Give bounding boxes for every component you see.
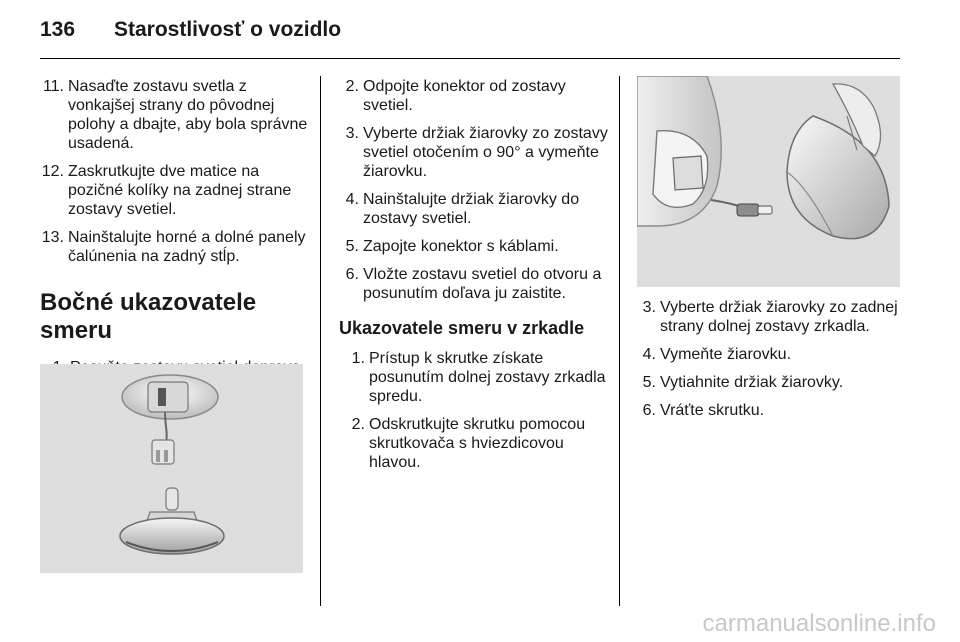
list-item <box>339 124 611 181</box>
mirror-indicator-figure <box>637 76 900 287</box>
item-text: Vymeňte žiarovku. <box>660 346 792 363</box>
item-number: 5. <box>345 238 359 255</box>
item-number: 3. <box>642 299 656 316</box>
column-3 <box>636 298 904 429</box>
list-item <box>636 401 904 420</box>
item-number: 2. <box>345 78 359 95</box>
item-text: Vložte zostavu svetiel do otvoru a posunutím doľava ju zaistite. <box>363 266 602 302</box>
item-text: Nainštalujte držiak žiarovky do zostavy svetiel. <box>363 191 580 227</box>
column-divider-left <box>320 76 321 606</box>
section-heading: Bočné ukazovatele smeru <box>40 289 257 344</box>
item-number: 13. <box>41 229 64 246</box>
item-text: Odskrutkujte skrutku pomocou skrutkovača s hviezdicovou hlavou. <box>369 416 586 471</box>
list-item <box>339 265 611 303</box>
list-item <box>339 190 611 228</box>
item-number: 5. <box>642 374 656 391</box>
item-number: 6. <box>345 266 359 283</box>
item-text: Nainštalujte horné a dolné panely čalúnenia na zadný stĺp. <box>68 229 306 265</box>
item-number: 1. <box>351 350 365 367</box>
side-indicator-figure <box>40 364 303 573</box>
item-number: 4. <box>345 191 359 208</box>
mirror-indicator-illustration <box>637 76 900 287</box>
item-number: 11. <box>42 78 64 95</box>
item-number: 3. <box>345 125 359 142</box>
column-2 <box>339 77 611 481</box>
list-item <box>339 237 611 256</box>
item-text: Nasaďte zostavu svetla z vonkajšej strany do pôvodnej polohy a dbajte, aby bola správne usadená. <box>68 78 308 152</box>
list-item <box>636 298 904 336</box>
item-text: Odpojte konektor od zostavy svetiel. <box>363 78 566 114</box>
item-text: Zapojte konektor s káblami. <box>363 238 559 255</box>
page-number: 136 <box>40 18 76 41</box>
list-item <box>40 228 312 266</box>
item-text: Vráťte skrutku. <box>660 402 765 419</box>
list-item <box>40 162 312 219</box>
subsection-heading: Ukazovatele smeru v zrkadle <box>339 318 585 338</box>
list-item <box>345 415 611 472</box>
item-text: Prístup k skrutke získate posunutím dolnej zostavy zrkadla spredu. <box>369 350 606 405</box>
item-text: Vyberte držiak žiarovky zo zostavy svetiel otočením o 90° a vymeňte žiarovku. <box>363 125 608 180</box>
list-item <box>40 77 312 153</box>
item-number: 6. <box>642 402 656 419</box>
list-item <box>345 349 611 406</box>
list-item <box>339 77 611 115</box>
watermark-text: carmanualsonline.info <box>702 610 936 637</box>
item-text: Vyberte držiak žiarovky zo zadnej strany dolnej zostavy zrkadla. <box>660 299 898 335</box>
header-rule <box>40 58 900 59</box>
item-number: 12. <box>41 163 64 180</box>
item-text: Vytiahnite držiak žiarovky. <box>660 374 844 391</box>
list-item <box>636 373 904 392</box>
side-indicator-illustration <box>40 364 303 573</box>
item-text: Zaskrutkujte dve matice na pozičné kolíky na zadnej strane zostavy svetiel. <box>68 163 292 218</box>
column-divider-right <box>619 76 620 606</box>
item-number: 4. <box>642 346 656 363</box>
list-item <box>636 345 904 364</box>
page-title: Starostlivosť o vozidlo <box>114 18 342 41</box>
item-number: 2. <box>351 416 365 433</box>
